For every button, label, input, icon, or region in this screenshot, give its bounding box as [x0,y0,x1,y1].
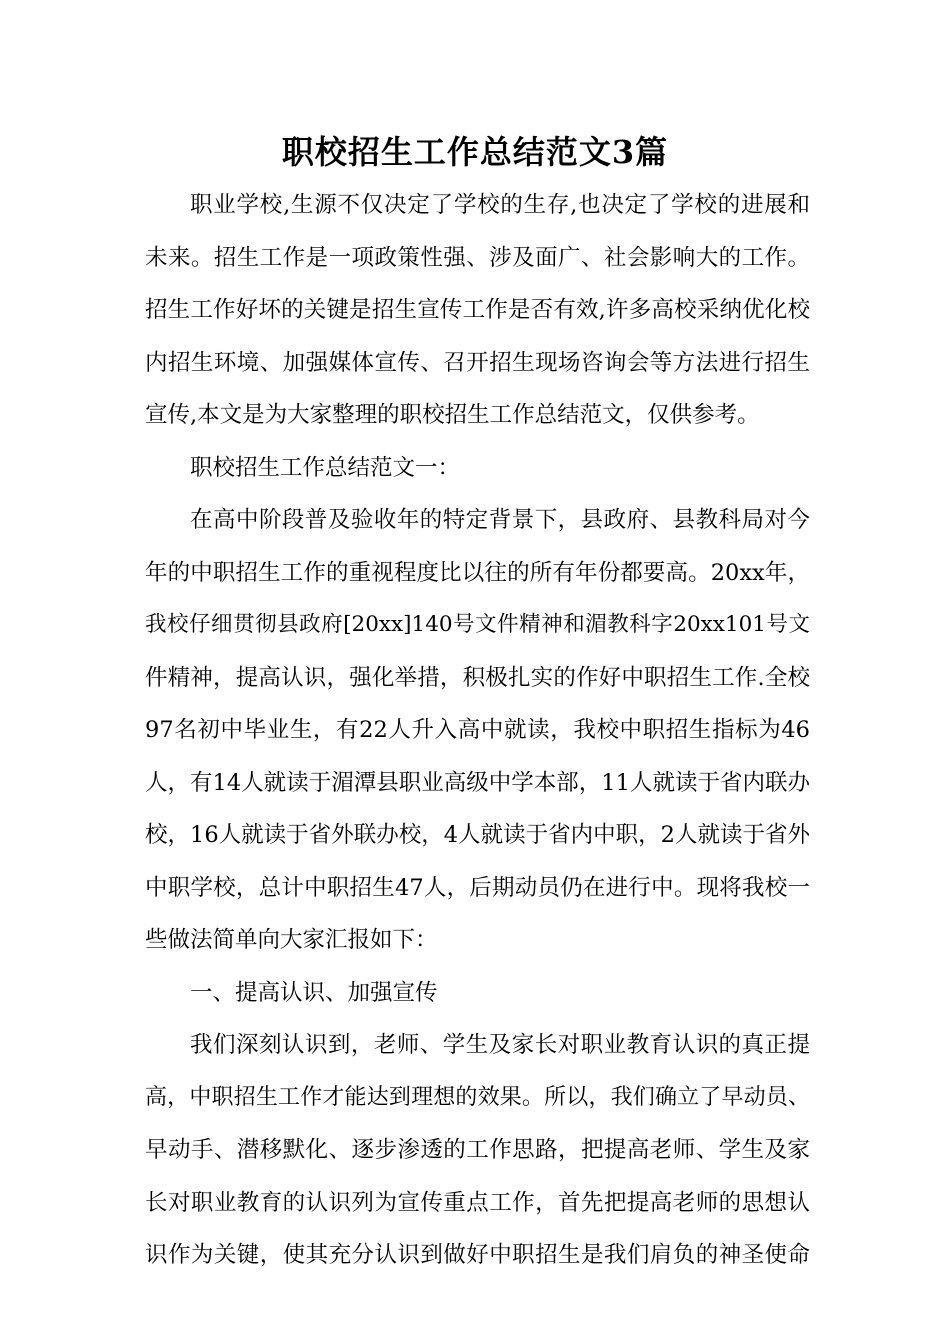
body-line: 人，有14人就读于湄潭县职业高级中学本部，11人就读于省内联办 [145,769,810,796]
body-line: 我们深刻认识到，老师、学生及家长对职业教育认识的真正提 [190,1032,810,1058]
body-line: 识作为关键，使其充分认识到做好中职招生是我们肩负的神圣使命 [145,1242,810,1268]
body-line: 些做法简单向大家汇报如下： [145,927,438,953]
body-line: 招生工作好坏的关键是招生宣传工作是否有效,许多高校采纳优化校 [145,297,810,323]
body-line: 未来。招生工作是一项政策性强、涉及面广、社会影响大的工作。 [145,244,810,271]
body-line: 职校招生工作总结范文一： [190,454,461,481]
body-line: 件精神，提高认识，强化举措，积极扎实的作好中职招生工作.全校 [145,664,810,691]
body-line: 职业学校,生源不仅决定了学校的生存,也决定了学校的进展和 [190,192,810,218]
document-title: 职校招生工作总结范文3篇 [281,133,669,171]
body-line: 年的中职招生工作的重视程度比以往的所有年份都要高。20xx年， [145,559,810,586]
body-line: 内招生环境、加强媒体宣传、召开招生现场咨询会等方法进行招生 [145,349,810,376]
body-line: 高，中职招生工作才能达到理想的效果。所以，我们确立了早动员、 [145,1084,810,1110]
body-line: 我校仔细贯彻县政府[20xx]140号文件精神和湄教科字20xx101号文 [145,612,810,637]
body-line: 中职学校，总计中职招生47人，后期动员仍在进行中。现将我校一 [145,874,810,901]
body-line: 一、提高认识、加强宣传 [190,979,438,1006]
body-line: 早动手、潜移默化、逐步渗透的工作思路，把提高老师、学生及家 [145,1137,810,1163]
body-line: 宣传,本文是为大家整理的职校招生工作总结范文，仅供参考。 [145,402,760,428]
body-line: 在高中阶段普及验收年的特定背景下，县政府、县教科局对今 [190,507,810,533]
body-line: 97名初中毕业生，有22人升入高中就读，我校中职招生指标为46 [145,717,810,743]
document-body [145,179,810,1282]
body-line: 长对职业教育的认识列为宣传重点工作，首先把提高老师的思想认 [145,1189,810,1216]
body-line: 校，16人就读于省外联办校，4人就读于省内中职，2人就读于省外 [145,822,810,848]
